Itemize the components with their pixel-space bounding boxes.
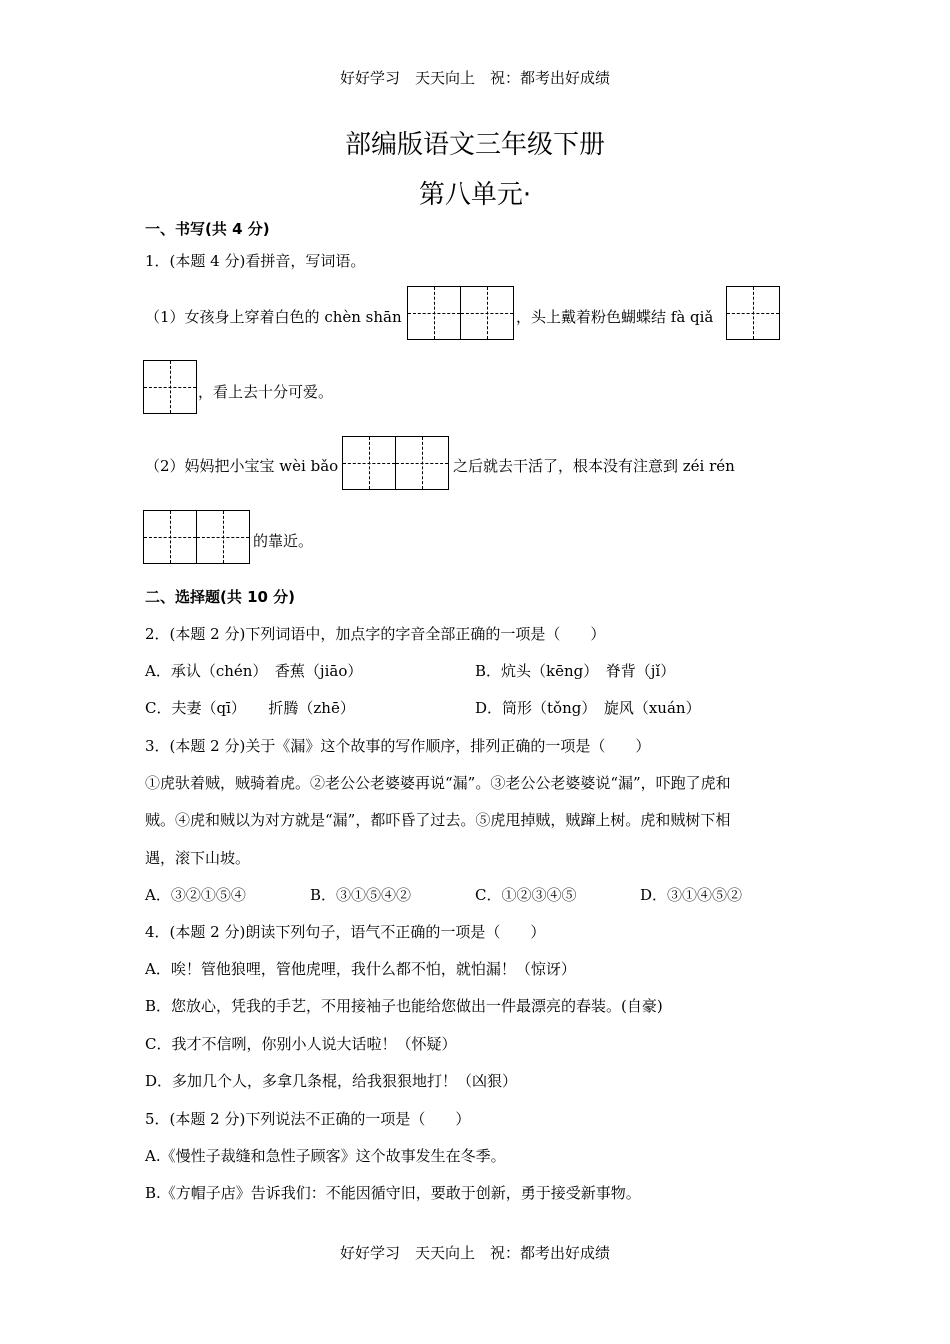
unit-title: 第八单元· [418, 180, 532, 210]
question-1-1-text-b: ，头上戴着粉色蝴蝶结 fà qiǎ [516, 308, 714, 326]
question-1-2-text-a: （2）妈妈把小宝宝 wèi bǎo [145, 457, 339, 475]
q2-option-b[interactable]: B．炕头（kēng） 脊背（jǐ） [475, 662, 676, 680]
question-4: 4．(本题 2 分)朗读下列句子，语气不正确的一项是（ ） [145, 923, 546, 941]
q3-option-c[interactable]: C．①②③④⑤ [475, 886, 577, 904]
answer-grid-chenshan[interactable] [407, 286, 514, 340]
q5-option-a[interactable]: A.《慢性子裁缝和急性子顾客》这个故事发生在冬季。 [145, 1147, 506, 1165]
q4-option-b[interactable]: B．您放心，凭我的手艺，不用接袖子也能给您做出一件最漂亮的春装。(自豪) [145, 997, 663, 1015]
q3-passage-line-2: 贼。④虎和贼以为对方就是“漏”，都吓昏了过去。⑤虎甩掉贼，贼蹿上树。虎和贼树下相 [145, 811, 731, 829]
writing-cell[interactable] [407, 286, 461, 340]
answer-grid-weibao[interactable] [342, 436, 449, 490]
question-2: 2．(本题 2 分)下列词语中，加点字的字音全部正确的一项是（ ） [145, 625, 606, 643]
writing-cell[interactable] [342, 436, 396, 490]
q3-option-b[interactable]: B．③①⑤④② [310, 886, 412, 904]
writing-cell[interactable] [143, 510, 197, 564]
q3-option-d[interactable]: D．③①④⑤② [640, 886, 743, 904]
question-1-1-text-a: （1）女孩身上穿着白色的 chèn shān [145, 308, 402, 326]
answer-grid-zeiren[interactable] [143, 510, 250, 564]
q5-option-b[interactable]: B.《方帽子店》告诉我们：不能因循守旧，要敢于创新，勇于接受新事物。 [145, 1184, 641, 1202]
q4-option-a[interactable]: A．唉！管他狼哩，管他虎哩，我什么都不怕，就怕漏！（惊讶） [145, 960, 576, 978]
section-choice: 二、选择题(共 10 分) [145, 588, 296, 606]
question-1-2-text-c: 的靠近。 [253, 532, 314, 550]
question-1-1-text-c: ，看上去十分可爱。 [198, 383, 334, 401]
writing-cell[interactable] [726, 286, 780, 340]
q4-option-c[interactable]: C．我才不信咧，你别小人说大话啦！（怀疑） [145, 1035, 457, 1053]
writing-cell[interactable] [395, 436, 449, 490]
answer-grid-faqia-1[interactable] [726, 286, 780, 340]
page-header: 好好学习 天天向上 祝：都考出好成绩 [339, 69, 610, 87]
q2-option-c[interactable]: C．夫妻（qī） 折腾（zhē） [145, 699, 355, 717]
question-3: 3．(本题 2 分)关于《漏》这个故事的写作顺序，排列正确的一项是（ ） [145, 737, 651, 755]
writing-cell[interactable] [196, 510, 250, 564]
page-title: 部编版语文三年级下册 [344, 130, 605, 160]
q3-option-a[interactable]: A．③②①⑤④ [145, 886, 246, 904]
writing-cell[interactable] [143, 360, 197, 414]
q4-option-d[interactable]: D．多加几个人，多拿几条棍，给我狠狠地打！（凶狠） [145, 1072, 518, 1090]
question-5: 5．(本题 2 分)下列说法不正确的一项是（ ） [145, 1110, 471, 1128]
q3-passage-line-1: ①虎驮着贼，贼骑着虎。②老公公老婆婆再说“漏”。③老公公老婆婆说“漏”，吓跑了虎和 [145, 774, 731, 792]
question-1-2-text-b: 之后就去干活了，根本没有注意到 zéi rén [453, 457, 735, 475]
q3-passage-line-3: 遇，滚下山坡。 [145, 849, 251, 867]
page-footer: 好好学习 天天向上 祝：都考出好成绩 [339, 1244, 610, 1262]
q2-option-a[interactable]: A．承认（chén） 香蕉（jiāo） [145, 662, 363, 680]
section-writing: 一、书写(共 4 分) [145, 220, 270, 238]
writing-cell[interactable] [460, 286, 514, 340]
q2-option-d[interactable]: D．筒形（tǒng） 旋风（xuán） [475, 699, 701, 717]
question-1: 1．(本题 4 分)看拼音，写词语。 [145, 252, 366, 270]
answer-grid-faqia-2[interactable] [143, 360, 197, 414]
